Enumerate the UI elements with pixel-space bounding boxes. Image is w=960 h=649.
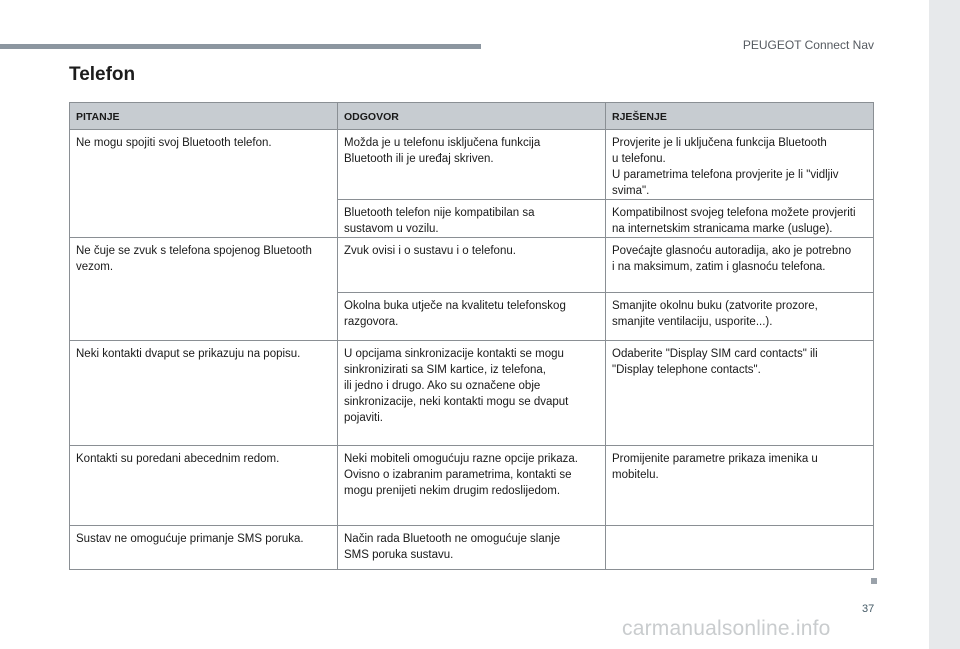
answer-cell [338,238,606,293]
question-cell [70,238,338,341]
troubleshooting-table [69,102,874,570]
cell-line: ili jedno i drugo. Ako su označene obje [344,380,541,392]
cell-line: vezom. [76,261,114,273]
cell-line: mobitelu. [612,469,659,481]
table-row [70,341,874,446]
question-cell [70,341,338,446]
header-question: PITANJE [70,103,338,130]
side-strip [929,0,960,649]
section-marker [871,578,877,584]
cell-line: Bluetooth ili je uređaj skriven. [344,153,494,165]
cell-line: sinkronizacije, neki kontakti mogu se dvaput [344,396,569,408]
cell-line: Neki mobiteli omogućuju razne opcije prikaza. [344,453,578,465]
solution-cell [606,200,874,238]
cell-line: Neki kontakti dvaput se prikazuju na popisu. [76,348,301,360]
cell-line: sinkronizirati sa SIM kartice, iz telefona, [344,364,546,376]
table-row [70,238,874,293]
question-cell [70,446,338,526]
cell-line: Ne mogu spojiti svoj Bluetooth telefon. [76,137,272,149]
cell-line: Smanjite okolnu buku (zatvorite prozore, [612,300,818,312]
solution-cell [606,238,874,293]
cell-line: na internetskim stranicama marke (usluge). [612,223,833,235]
cell-line: Način rada Bluetooth ne omogućuje slanje [344,533,561,545]
cell-line: Ovisno o izabranim parametrima, kontakti se [344,469,572,481]
solution-cell [606,526,874,570]
cell-line: "Display telephone contacts". [612,364,761,376]
answer-cell [338,341,606,446]
cell-line: Povećajte glasnoću autoradija, ako je potrebno [612,245,852,257]
table-row [70,130,874,200]
header-answer: ODGOVOR [338,103,606,130]
cell-line: smanjite ventilaciju, usporite...). [612,316,773,328]
solution-cell [606,446,874,526]
cell-line: Kontakti su poredani abecednim redom. [76,453,280,465]
cell-line: razgovora. [344,316,399,328]
header-solution: RJEŠENJE [606,103,874,130]
cell-line: u telefonu. [612,153,666,165]
table-row [70,446,874,526]
answer-cell [338,130,606,200]
solution-cell [606,293,874,341]
cell-line: U parametrima telefona provjerite je li "vidljiv [612,169,839,181]
cell-line: Možda je u telefonu isključena funkcija [344,137,541,149]
answer-cell [338,446,606,526]
cell-line: Promijenite parametre prikaza imenika u [612,453,818,465]
page-number: 37 [862,603,875,615]
table-header-row [70,103,874,130]
cell-line: Provjerite je li uključena funkcija Bluetooth [612,137,827,149]
cell-line: mogu prenijeti nekim drugim redoslijedom. [344,485,561,497]
answer-cell [338,200,606,238]
table-row [70,526,874,570]
cell-line: Sustav ne omogućuje primanje SMS poruka. [76,533,304,545]
page-title: Telefon [69,64,136,85]
cell-line: Kompatibilnost svojeg telefona možete provjeriti [612,207,856,219]
solution-cell [606,341,874,446]
cell-line: Zvuk ovisi i o sustavu i o telefonu. [344,245,516,257]
cell-line: Okolna buka utječe na kvalitetu telefonskog [344,300,566,312]
watermark: carmanualsonline.info [622,617,831,640]
solution-cell [606,130,874,200]
cell-line: Ne čuje se zvuk s telefona spojenog Bluetooth [76,245,312,257]
cell-line: U opcijama sinkronizacije kontakti se mogu [344,348,564,360]
cell-line: svima". [612,185,650,197]
cell-line: pojaviti. [344,412,383,424]
answer-cell [338,293,606,341]
cell-line: Bluetooth telefon nije kompatibilan sa [344,207,535,219]
question-cell [70,526,338,570]
cell-line: Odaberite "Display SIM card contacts" ili [612,348,818,360]
cell-line: i na maksimum, zatim i glasnoću telefona. [612,261,826,273]
cell-line: sustavom u vozilu. [344,223,439,235]
answer-cell [338,526,606,570]
brand-label: PEUGEOT Connect Nav [742,38,874,52]
header-rule [0,44,481,49]
question-cell [70,130,338,238]
cell-line: SMS poruka sustavu. [344,549,454,561]
